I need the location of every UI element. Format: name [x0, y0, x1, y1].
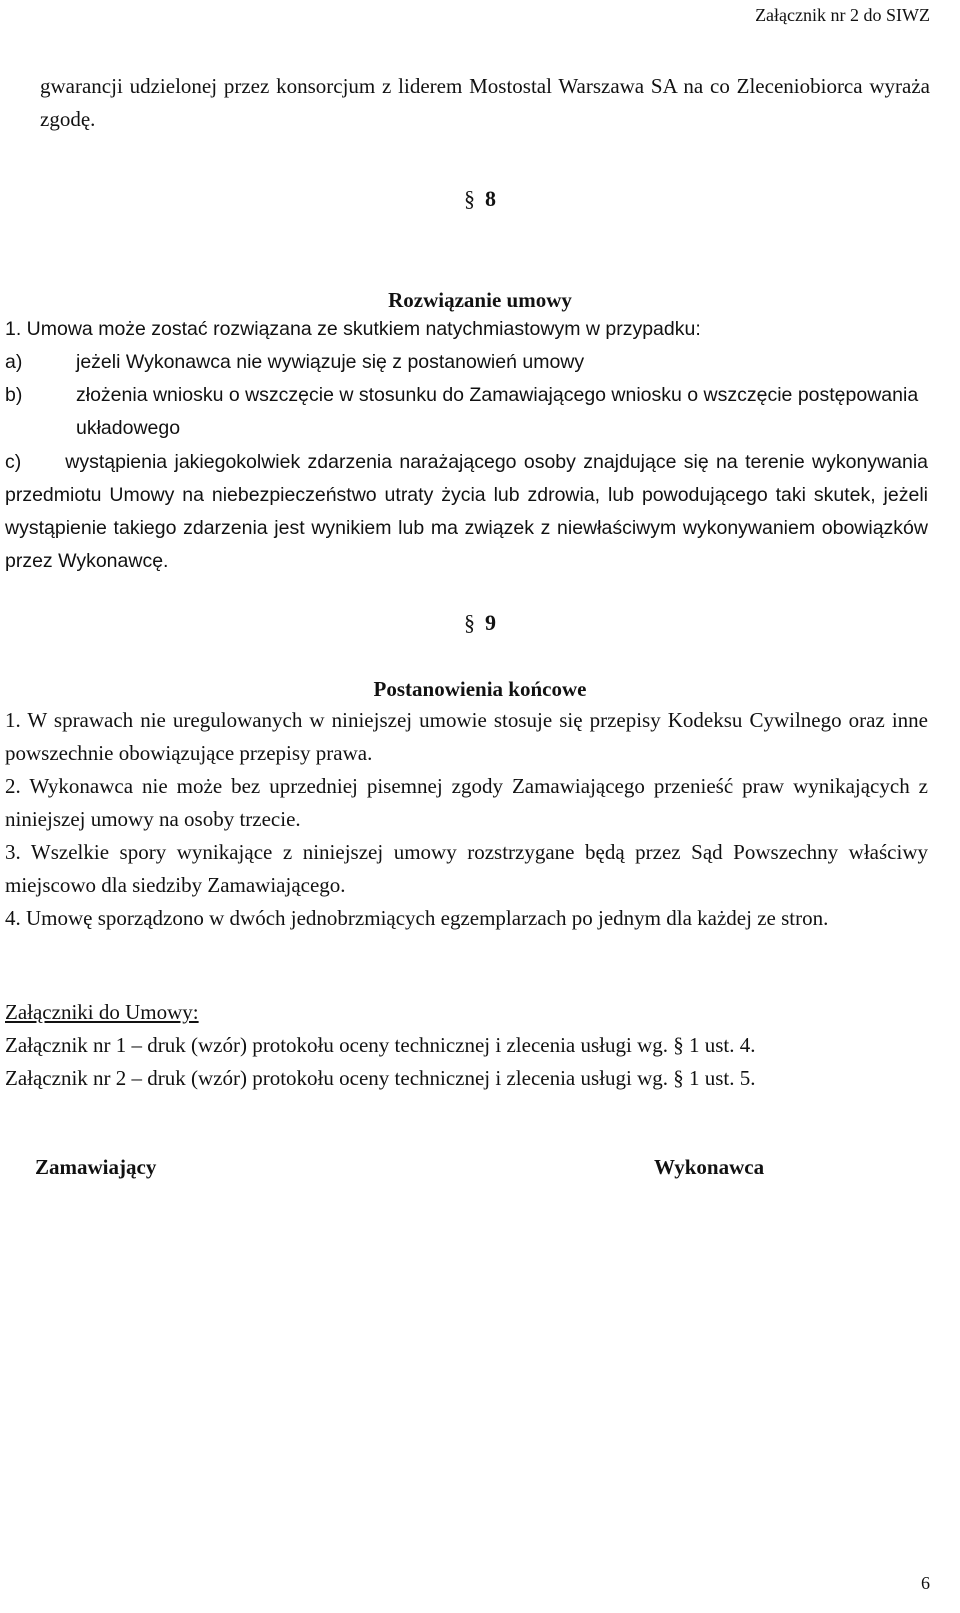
- page-number: 6: [921, 1573, 930, 1593]
- section-8-mark: [0, 186, 960, 212]
- continued-paragraph: gwarancji udzielonej przez konsorcjum z liderem Mostostal Warszawa SA na co Zleceniobiorca wyraża zgodę.: [40, 74, 930, 131]
- attachments-heading: Załączniki do Umowy:: [5, 1000, 199, 1024]
- item-b-label: b): [5, 384, 23, 406]
- termination-clause-1: 1. Umowa może zostać rozwiązana ze skutkiem natychmiastowym w przypadku:: [5, 318, 701, 340]
- item-c-text: wystąpienia jakiegokolwiek zdarzenia narażającego osoby znajdujące się na terenie wykonywania przedmiotu Umowy na niebezpieczeństwo utraty życia lub zdrowia, lub powodującego taki skutek, jeżeli wystąpienie takiego zdarzenia jest wynikiem lub ma związek z niewłaściwym wykonywaniem obowiązków przez Wykonawcę.: [5, 451, 929, 572]
- termination-item-c: [5, 446, 928, 578]
- section-symbol: §: [464, 186, 475, 211]
- item-a-label: a): [5, 351, 23, 373]
- item-c-label: c): [5, 451, 22, 473]
- section-8-body: [5, 313, 928, 445]
- section-8-title: Rozwiązanie umowy: [388, 288, 572, 312]
- provision-3: 3. Wszelkie spory wynikające z niniejszej umowy rozstrzygane będą przez Sąd Powszechny właściwy miejscowo dla siedziby Zamawiającego.: [5, 840, 928, 897]
- attachment-1: Załącznik nr 1 – druk (wzór) protokołu oceny technicznej i zlecenia usługi wg. § 1 ust. 4.: [5, 1033, 756, 1057]
- termination-item-b: [5, 379, 928, 445]
- provision-1: 1. W sprawach nie uregulowanych w niniejszej umowie stosuje się przepisy Kodeksu Cywilnego oraz inne powszechnie obowiązujące przepisy prawa.: [5, 708, 928, 765]
- provision-2: 2. Wykonawca nie może bez uprzedniej pisemnej zgody Zamawiającego przenieść praw wynikających z niniejszej umowy na osoby trzecie.: [5, 774, 928, 831]
- section-8-number: 8: [485, 186, 496, 211]
- signature-contractor: Wykonawca: [654, 1155, 765, 1179]
- provision-4: 4. Umowę sporządzono w dwóch jednobrzmiących egzemplarzach po jednym dla każdej ze stron.: [5, 906, 829, 930]
- attachments-block: [5, 996, 928, 1095]
- page-header: Załącznik nr 2 do SIWZ: [755, 5, 930, 25]
- final-provisions: [5, 704, 928, 935]
- termination-item-a: [5, 346, 928, 379]
- section-9-title: Postanowienia końcowe: [373, 677, 587, 701]
- item-a-text: jeżeli Wykonawca nie wywiązuje się z postanowień umowy: [76, 351, 585, 373]
- section-symbol: §: [464, 610, 475, 635]
- section-9-mark: [0, 610, 960, 636]
- attachment-2: Załącznik nr 2 – druk (wzór) protokołu oceny technicznej i zlecenia usługi wg. § 1 ust. 5.: [5, 1066, 756, 1090]
- signature-ordering-party: Zamawiający: [35, 1155, 157, 1179]
- section-9-number: 9: [485, 610, 496, 635]
- item-b-text: złożenia wniosku o wszczęcie w stosunku do Zamawiającego wniosku o wszczęcie postępowania układowego: [76, 384, 919, 439]
